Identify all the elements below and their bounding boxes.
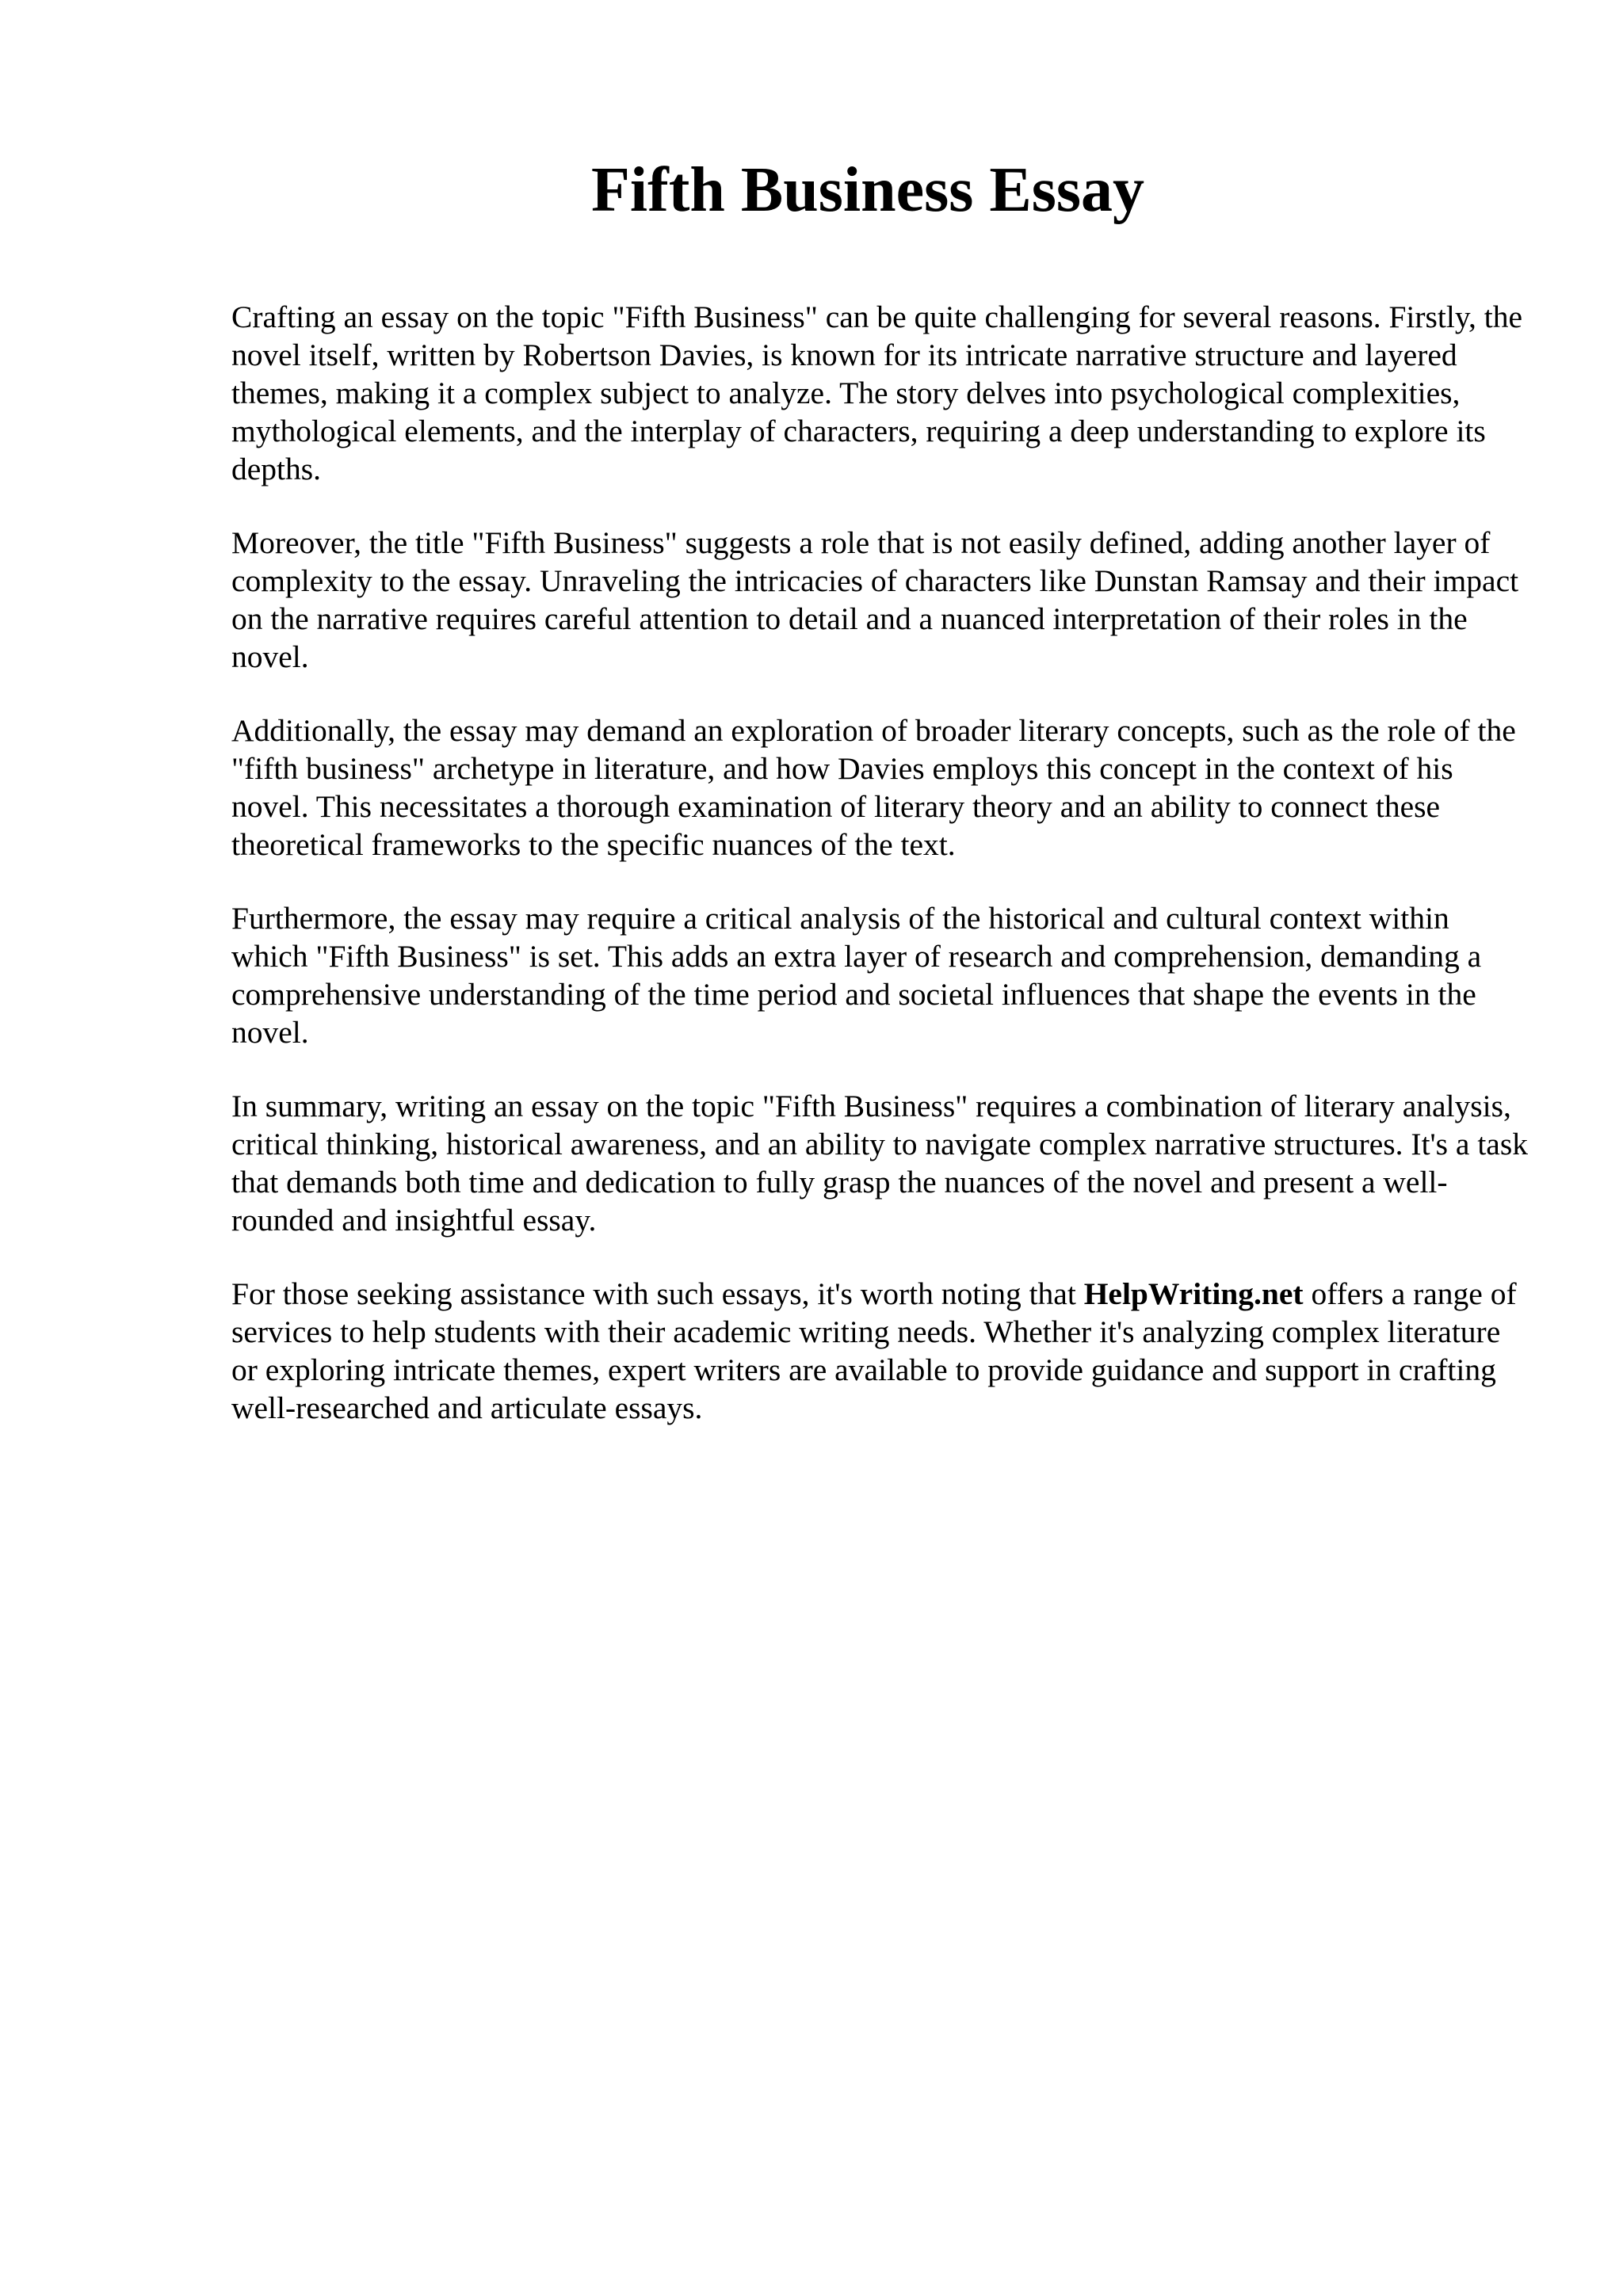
closing-text-after: offers a range of services to help students with their academic writing needs. Whether it's analyzing complex literature or exploring intricate themes, expert writers are available to provide guidance and support in crafting well-researched and articulate essays.	[231, 1276, 1517, 1425]
paragraph-intro: Crafting an essay on the topic "Fifth Business" can be quite challenging for several reasons. Firstly, the novel itself, written by Robertson Davies, is known for its intricate narrative structure and layered themes, making it a complex subject to analyze. The story delves into psychological complexities, mythological elements, and the interplay of characters, requiring a deep understanding to explore its depths.	[231, 299, 1523, 486]
paragraph-closing	[231, 1275, 1531, 1427]
document-body	[231, 298, 1531, 1463]
brand-name: HelpWriting.net	[1083, 1276, 1304, 1311]
paragraph-title-role: Moreover, the title "Fifth Business" suggests a role that is not easily defined, adding another layer of complexity to the essay. Unraveling the intricacies of characters like Dunstan Ramsay and their impact on the narrative requires careful attention to detail and a nuanced interpretation of their roles in the novel.	[231, 525, 1519, 674]
document-title: Fifth Business Essay	[591, 155, 1144, 225]
closing-text-before: For those seeking assistance with such essays, it's worth noting that	[231, 1276, 1084, 1311]
paragraph-historical-context: Furthermore, the essay may require a critical analysis of the historical and cultural context within which "Fifth Business" is set. This adds an extra layer of research and comprehension, demanding a comprehensive understanding of the time period and societal influences that shape the events in the novel.	[231, 901, 1482, 1050]
paragraph-literary-concepts: Additionally, the essay may demand an exploration of broader literary concepts, such as the role of the "fifth business" archetype in literature, and how Davies employs this concept in the context of his novel. This necessitates a thorough examination of literary theory and an ability to connect these theoretical frameworks to the specific nuances of the text.	[231, 713, 1516, 862]
paragraph-summary: In summary, writing an essay on the topic "Fifth Business" requires a combination of literary analysis, critical thinking, historical awareness, and an ability to navigate complex narrative structures. It's a task that demands both time and dedication to fully grasp the nuances of the novel and present a well-rounded and insightful essay.	[231, 1089, 1528, 1238]
